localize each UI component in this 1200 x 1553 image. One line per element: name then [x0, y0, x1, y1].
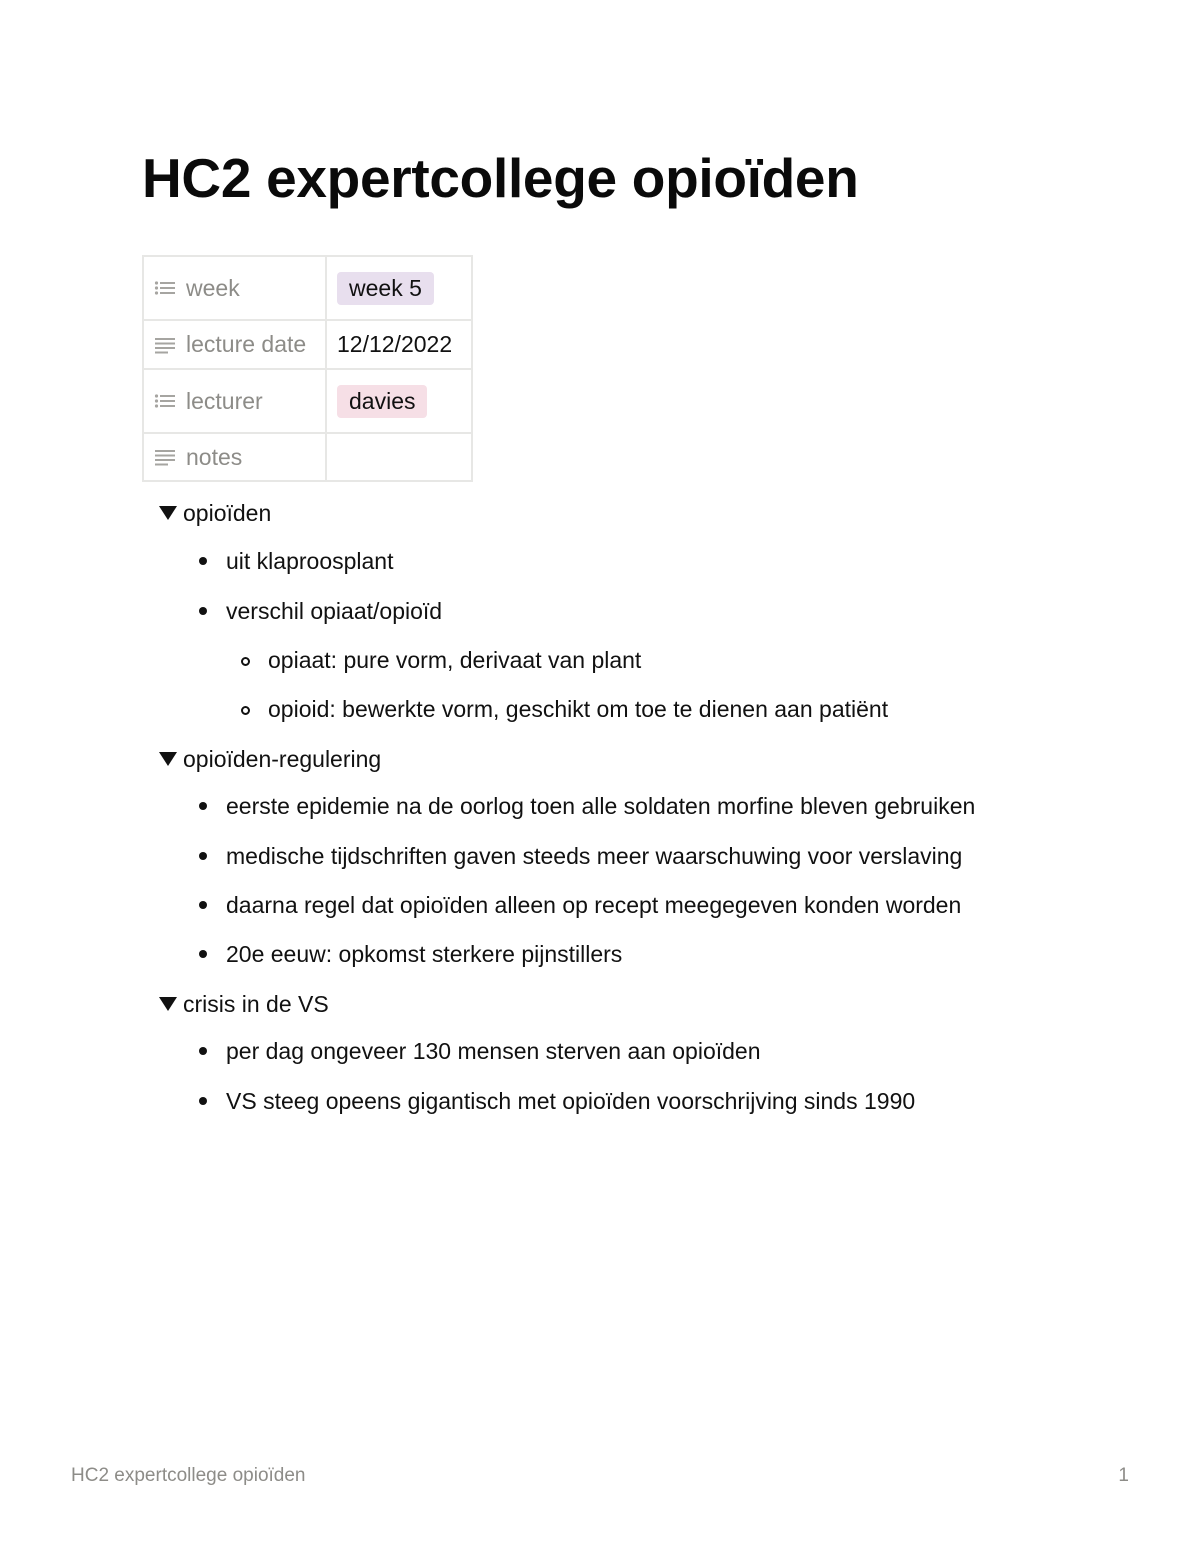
- toggle-heading-label: opioïden-regulering: [183, 745, 382, 772]
- properties-table: [142, 255, 473, 482]
- property-value-cell[interactable]: [326, 320, 472, 369]
- list-item-text: opiaat: pure vorm, derivaat van plant: [268, 647, 642, 673]
- bullet-icon: [199, 1047, 207, 1055]
- footer-title: HC2 expertcollege opioïden: [71, 1465, 306, 1486]
- bullet-icon: [199, 950, 207, 958]
- toggle-triangle-icon[interactable]: [158, 751, 178, 767]
- property-key-cell: [143, 433, 326, 481]
- property-row-lecture-date: [143, 320, 472, 369]
- toggle-heading-label: crisis in de VS: [183, 990, 329, 1017]
- list-item: [158, 544, 1158, 578]
- multi-select-icon: [154, 392, 176, 410]
- list-item-text: opioid: bewerkte vorm, geschikt om toe te dienen aan patiënt: [268, 696, 889, 722]
- toggle-heading-label: opioïden: [183, 499, 272, 526]
- bullet-icon: [199, 901, 207, 909]
- list-item-text: per dag ongeveer 130 mensen sterven aan opioïden: [226, 1038, 761, 1064]
- list-item-text: daarna regel dat opioïden alleen op recept meegegeven konden worden: [226, 892, 962, 918]
- list-item-text: VS steeg opeens gigantisch met opioïden voorschrijving sinds 1990: [226, 1088, 916, 1114]
- property-value-cell[interactable]: [326, 433, 472, 481]
- list-item: [158, 888, 1158, 922]
- list-item: [158, 643, 1158, 677]
- property-row-notes: [143, 433, 472, 481]
- bullet-icon: [199, 802, 207, 810]
- list-item-text: medische tijdschriften gaven steeds meer waarschuwing voor verslaving: [226, 843, 963, 869]
- bullet-icon: [199, 607, 207, 615]
- multi-select-icon: [154, 279, 176, 297]
- lecturer-tag: davies: [337, 385, 427, 418]
- bullet-icon: [199, 852, 207, 860]
- toggle-heading-opioiden[interactable]: [158, 496, 1158, 530]
- property-key-label: week: [186, 274, 240, 301]
- property-key-label: lecture date: [186, 331, 307, 357]
- toggle-heading-opioiden-regulering[interactable]: [158, 742, 1158, 776]
- list-item: [158, 692, 1158, 726]
- property-key-cell: [143, 256, 326, 320]
- list-item: [158, 1034, 1158, 1068]
- property-key-label: notes: [186, 443, 243, 470]
- toggle-triangle-icon[interactable]: [158, 505, 178, 521]
- property-value-cell[interactable]: [326, 256, 472, 320]
- text-lines-icon: [154, 448, 176, 466]
- week-tag: week 5: [337, 272, 434, 305]
- bullet-icon: [199, 557, 207, 565]
- property-key-label: lecturer: [186, 387, 263, 414]
- toggle-heading-crisis-in-de-vs[interactable]: [158, 987, 1158, 1021]
- list-item: [158, 839, 1158, 873]
- hollow-bullet-icon: [241, 706, 250, 715]
- property-key-cell: [143, 320, 326, 369]
- lecture-date-value: 12/12/2022: [337, 331, 453, 357]
- list-item: [158, 1084, 1158, 1118]
- list-item: [158, 594, 1158, 628]
- page-number: 1: [1118, 1465, 1129, 1486]
- property-value-cell[interactable]: [326, 369, 472, 433]
- list-item: [158, 937, 1158, 971]
- hollow-bullet-icon: [241, 657, 250, 666]
- toggle-sections: [158, 496, 1158, 1118]
- list-item: [158, 789, 1158, 823]
- property-key-cell: [143, 369, 326, 433]
- property-row-week: [143, 256, 472, 320]
- list-item-text: 20e eeuw: opkomst sterkere pijnstillers: [226, 941, 623, 967]
- list-item-text: verschil opiaat/opioïd: [226, 598, 443, 624]
- page-title: HC2 expertcollege opioïden: [142, 147, 859, 209]
- list-item-text: uit klaproosplant: [226, 548, 394, 574]
- bullet-icon: [199, 1097, 207, 1105]
- toggle-triangle-icon[interactable]: [158, 996, 178, 1012]
- text-lines-icon: [154, 336, 176, 354]
- list-item-text: eerste epidemie na de oorlog toen alle soldaten morfine bleven gebruiken: [226, 793, 976, 819]
- property-row-lecturer: [143, 369, 472, 433]
